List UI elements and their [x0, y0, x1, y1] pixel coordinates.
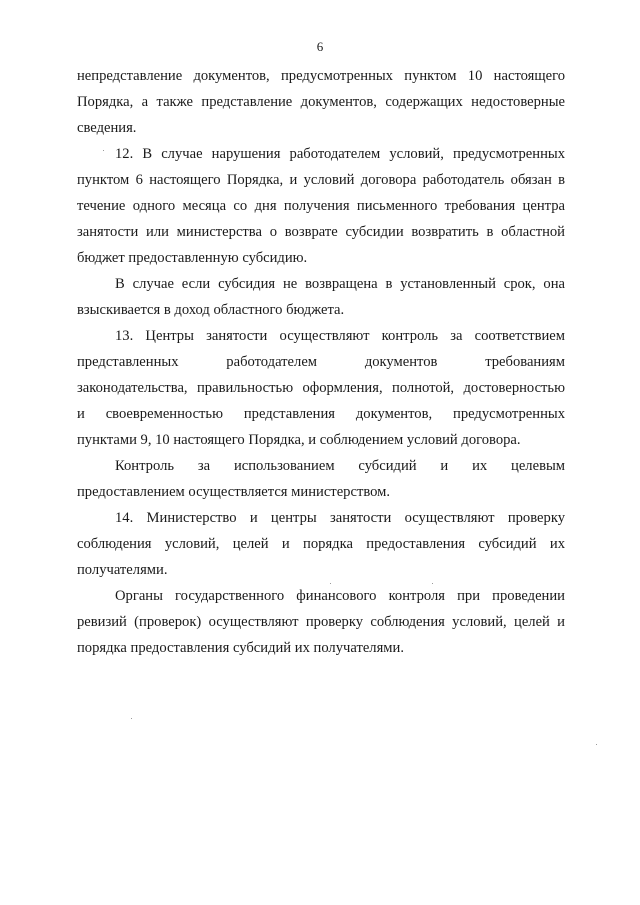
- paragraph-item-13: [77, 323, 565, 453]
- text-line: предоставлением осуществляется министерством.: [77, 484, 391, 500]
- scan-speck: [330, 583, 331, 584]
- page-number: 6: [316, 39, 324, 54]
- text-line: порядка предоставления субсидий их получателями.: [77, 640, 404, 656]
- text-line: 14. Министерство и центры занятости осуществляют проверку: [115, 510, 565, 526]
- document-body: [77, 63, 565, 661]
- text-line: течение одного месяца со дня получения письменного требования центра: [77, 198, 565, 214]
- paragraph-recovery: [77, 271, 565, 323]
- text-line: занятости или министерства о возврате субсидии возвратить в областной: [77, 224, 565, 240]
- paragraph-continuation: [77, 63, 565, 141]
- scan-speck: [596, 744, 597, 745]
- paragraph-item-12: [77, 141, 565, 271]
- scan-speck: [432, 583, 433, 584]
- text-line: Контроль за использованием субсидий и их целевым: [115, 458, 565, 474]
- text-line: Органы государственного финансового контроля при проведении: [115, 588, 565, 604]
- text-line: 12. В случае нарушения работодателем условий, предусмотренных: [115, 146, 565, 162]
- text-line: сведения.: [77, 120, 137, 136]
- paragraph-item-14: [77, 505, 565, 583]
- text-line: и своевременностью представления документов, предусмотренных: [77, 406, 565, 422]
- scan-speck: [131, 718, 132, 719]
- text-line: законодательства, правильностью оформления, полнотой, достоверностью: [77, 380, 565, 396]
- text-line: представленных работодателем документов требованиям: [77, 354, 565, 370]
- text-line: В случае если субсидия не возвращена в установленный срок, она: [115, 276, 565, 292]
- text-line: непредставление документов, предусмотренных пунктом 10 настоящего: [77, 68, 565, 84]
- text-line: пунктом 6 настоящего Порядка, и условий договора работодатель обязан в: [77, 172, 565, 188]
- text-line: получателями.: [77, 562, 168, 578]
- text-line: ревизий (проверок) осуществляют проверку соблюдения условий, целей и: [77, 614, 565, 630]
- paragraph-ministry-control: [77, 453, 565, 505]
- text-line: Порядка, а также представление документов, содержащих недостоверные: [77, 94, 565, 110]
- text-line: бюджет предоставленную субсидию.: [77, 250, 308, 266]
- text-line: 13. Центры занятости осуществляют контроль за соответствием: [115, 328, 565, 344]
- paragraph-financial-control: [77, 583, 565, 661]
- scan-speck: [103, 150, 104, 151]
- text-line: пунктами 9, 10 настоящего Порядка, и соблюдением условий договора.: [77, 432, 521, 448]
- text-line: соблюдения условий, целей и порядка предоставления субсидий их: [77, 536, 565, 552]
- text-line: взыскивается в доход областного бюджета.: [77, 302, 345, 318]
